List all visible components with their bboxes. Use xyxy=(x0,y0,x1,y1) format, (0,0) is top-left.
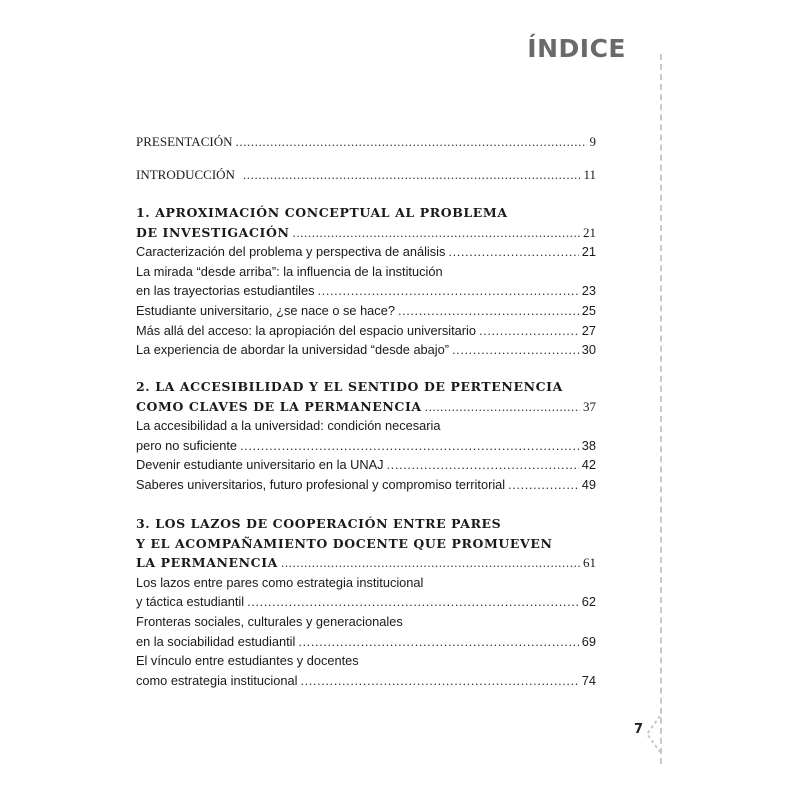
chapter-heading-label: LA PERMANENCIA xyxy=(136,555,278,571)
toc-entry-label: pero no suficiente xyxy=(136,437,238,453)
toc-entry-introduccion[interactable] xyxy=(136,165,596,185)
toc-entry-page: 38 xyxy=(581,437,596,453)
toc-entry[interactable] xyxy=(136,321,596,341)
toc-entry-page: 11 xyxy=(583,166,596,182)
toc-entry[interactable] xyxy=(136,671,596,691)
toc-entry[interactable] xyxy=(136,475,596,495)
dot-leader xyxy=(425,397,580,417)
toc-entry-label: PRESENTACIÓN xyxy=(136,134,233,149)
toc-entry-label: y táctica estudiantil xyxy=(136,594,245,610)
toc-entry[interactable] xyxy=(136,436,596,456)
dot-leader xyxy=(235,132,586,152)
toc-entry-label: Saberes universitarios, futuro profesional y compromiso territorial xyxy=(136,476,506,492)
toc-entry-page: 69 xyxy=(581,633,596,649)
dot-leader xyxy=(398,301,579,321)
dot-leader xyxy=(318,281,579,301)
dot-leader xyxy=(281,553,580,573)
toc-entry-presentacion[interactable] xyxy=(136,132,596,152)
toc-entry[interactable] xyxy=(136,340,596,360)
chapter-heading: 1. APROXIMACIÓN CONCEPTUAL AL PROBLEMA xyxy=(136,205,508,220)
toc-entry-page: 49 xyxy=(581,476,596,492)
toc-entry-label: INTRODUCCIÓN xyxy=(136,166,235,182)
toc-entry-label: Caracterización del problema y perspectiva de análisis xyxy=(136,244,446,260)
dot-leader xyxy=(240,436,579,456)
toc-entry[interactable] xyxy=(136,301,596,321)
dashed-corner-mark xyxy=(645,716,665,766)
toc-chapter-3 xyxy=(136,514,596,690)
dot-leader xyxy=(479,321,579,341)
dot-leader xyxy=(448,242,578,262)
toc-entry-label: Devenir estudiante universitario en la UNAJ xyxy=(136,457,384,473)
dot-leader xyxy=(300,671,578,691)
dot-leader xyxy=(508,475,579,495)
toc-entry-page: 62 xyxy=(581,594,596,610)
dot-leader xyxy=(387,455,579,475)
toc-entry[interactable] xyxy=(136,455,596,475)
dot-leader xyxy=(292,223,580,243)
toc-entry[interactable] xyxy=(136,632,596,652)
toc-entry-page: 74 xyxy=(581,672,596,688)
toc-entry-line1: La accesibilidad a la universidad: condición necesaria xyxy=(136,418,441,434)
toc-entry-page: 25 xyxy=(581,302,596,318)
chapter-heading: Y EL ACOMPAÑAMIENTO DOCENTE QUE PROMUEVEN xyxy=(136,535,553,551)
chapter-heading-label: DE INVESTIGACIÓN xyxy=(136,224,290,240)
chapter-heading-entry[interactable] xyxy=(136,397,596,417)
chapter-heading: 3. LOS LAZOS DE COOPERACIÓN ENTRE PARES xyxy=(136,516,502,531)
toc-entry-page: 61 xyxy=(583,555,596,571)
page-number: 7 xyxy=(634,722,644,737)
dot-leader xyxy=(298,632,578,652)
chapter-heading: 2. LA ACCESIBILIDAD Y EL SENTIDO DE PERTENENCIA xyxy=(136,379,563,394)
toc-chapter-1 xyxy=(136,203,596,360)
toc-entry-line1: La mirada “desde arriba”: la influencia de la institución xyxy=(136,263,443,279)
toc-entry[interactable] xyxy=(136,592,596,612)
toc-entry[interactable] xyxy=(136,281,596,301)
toc-entry-label: La experiencia de abordar la universidad “desde abajo” xyxy=(136,342,450,358)
toc-entry-page: 27 xyxy=(581,322,596,338)
dot-leader xyxy=(452,340,579,360)
toc-entry-page: 37 xyxy=(583,398,596,414)
toc-entry-page: 23 xyxy=(581,283,596,299)
toc-entry-page: 21 xyxy=(583,224,596,240)
toc-entry-page: 21 xyxy=(581,244,596,260)
toc-entry[interactable] xyxy=(136,242,596,262)
chapter-heading-entry[interactable] xyxy=(136,553,596,573)
toc-entry-label: Más allá del acceso: la apropiación del espacio universitario xyxy=(136,322,477,338)
toc-entry-label: como estrategia institucional xyxy=(136,672,298,688)
dashed-margin-line xyxy=(660,54,662,764)
toc-entry-page: 42 xyxy=(581,457,596,473)
page-title: ÍNDICE xyxy=(527,34,626,63)
toc-entry-label: en las trayectorias estudiantiles xyxy=(136,283,315,299)
toc-front-matter xyxy=(136,132,596,184)
dot-leader xyxy=(243,165,581,185)
chapter-heading-entry[interactable] xyxy=(136,223,596,243)
toc-entry-line1: El vínculo entre estudiantes y docentes xyxy=(136,653,359,669)
toc-entry-line1: Fronteras sociales, culturales y generacionales xyxy=(136,613,403,629)
toc-entry-line1: Los lazos entre pares como estrategia institucional xyxy=(136,574,424,590)
toc-entry-page: 9 xyxy=(589,134,596,149)
toc-entry-page: 30 xyxy=(581,342,596,358)
chapter-heading-label: COMO CLAVES DE LA PERMANENCIA xyxy=(136,398,422,414)
toc-entry-label: en la sociabilidad estudiantil xyxy=(136,633,296,649)
dot-leader xyxy=(247,592,579,612)
toc-chapter-2 xyxy=(136,377,596,495)
toc-entry-label: Estudiante universitario, ¿se nace o se hace? xyxy=(136,302,395,318)
